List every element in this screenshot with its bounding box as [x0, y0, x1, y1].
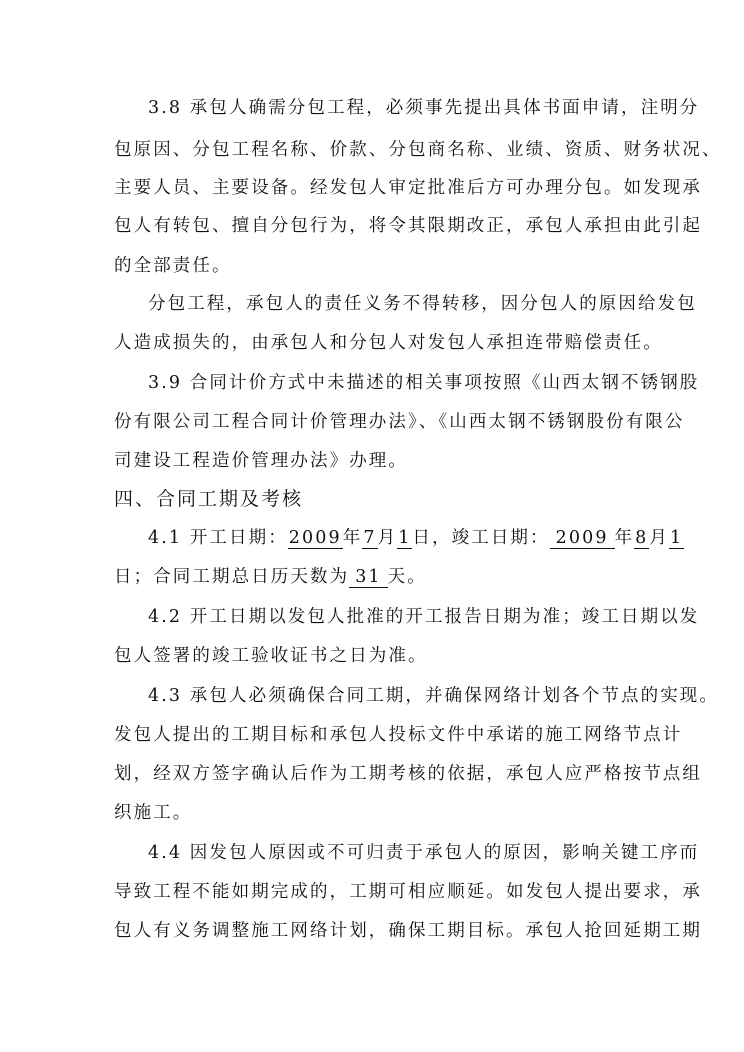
p43-line-2: 发包人提出的工期目标和承包人投标文件中承诺的施工网络节点计: [114, 725, 683, 745]
p39-line-1: 3.9 合同计价方式中未描述的相关事项按照《山西太钢不锈钢股: [148, 373, 700, 393]
p39-line-2: 份有限公司工程合同计价管理办法》、《山西太钢不锈钢股份有限公: [114, 412, 685, 432]
p43-line-4: 织施工。: [114, 803, 193, 823]
p41-mid: 日，竣工日期：: [412, 528, 550, 548]
start-month: 7: [363, 528, 377, 548]
p43-line-3: 划，经双方签字确认后作为工期考核的依据，承包人应严格按节点组: [114, 764, 702, 784]
p-sub-line-1: 分包工程，承包人的责任义务不得转移，因分包人的原因给发包: [148, 294, 697, 314]
month-char: 月: [377, 528, 398, 548]
p38-line-1: 3.8 承包人确需分包工程，必须事先提出具体书面申请，注明分: [148, 98, 700, 118]
p38-line-5: 的全部责任。: [114, 256, 232, 276]
p41-line2-prefix: 日；合同工期总日历天数为: [114, 567, 350, 587]
p38-line-4: 包人有转包、擅自分包行为，将令其限期改正，承包人承担由此引起: [114, 216, 702, 236]
start-year: 2009: [288, 528, 342, 548]
year-char: 年: [342, 528, 363, 548]
p38-line-3: 主要人员、主要设备。经发包人审定批准后方可办理分包。如发现承: [114, 178, 702, 198]
p-sub-line-2: 人造成损失的，由承包人和分包人对发包人承担连带赔偿责任。: [114, 333, 663, 353]
p39-line-3: 司建设工程造价管理办法》办理。: [114, 451, 408, 471]
start-day: 1: [398, 528, 412, 548]
end-day: 1: [670, 528, 684, 548]
p42-line-2: 包人签署的竣工验收证书之日为准。: [114, 646, 428, 666]
p41-line-2: [114, 565, 634, 589]
p44-line-2: 导致工程不能如期完成的，工期可相应顺延。如发包人提出要求，承: [114, 882, 702, 902]
p43-line-1: 4.3 承包人必须确保合同工期，并确保网络计划各个节点的实现。: [148, 686, 719, 706]
p38-line-2: 包原因、分包工程名称、价款、分包商名称、业绩、资质、财务状况、: [114, 140, 722, 160]
p42-line-1: 4.2 开工日期以发包人批准的开工报告日期为准；竣工日期以发: [148, 607, 700, 627]
year-char-2: 年: [614, 528, 635, 548]
p41-line-1: [148, 526, 684, 550]
end-month: 8: [635, 528, 649, 548]
p44-line-1: 4.4 因发包人原因或不可归责于承包人的原因，影响关键工序而: [148, 843, 700, 863]
section-heading-4: 四、合同工期及考核: [114, 488, 304, 510]
end-year: 2009: [550, 528, 615, 549]
total-days: 31: [349, 567, 387, 588]
month-char-2: 月: [649, 528, 670, 548]
p44-line-3: 包人有义务调整施工网络计划，确保工期目标。承包人抢回延期工期: [114, 921, 702, 941]
days-unit: 天。: [387, 567, 427, 587]
p41-prefix: 4.1 开工日期：: [148, 528, 288, 548]
